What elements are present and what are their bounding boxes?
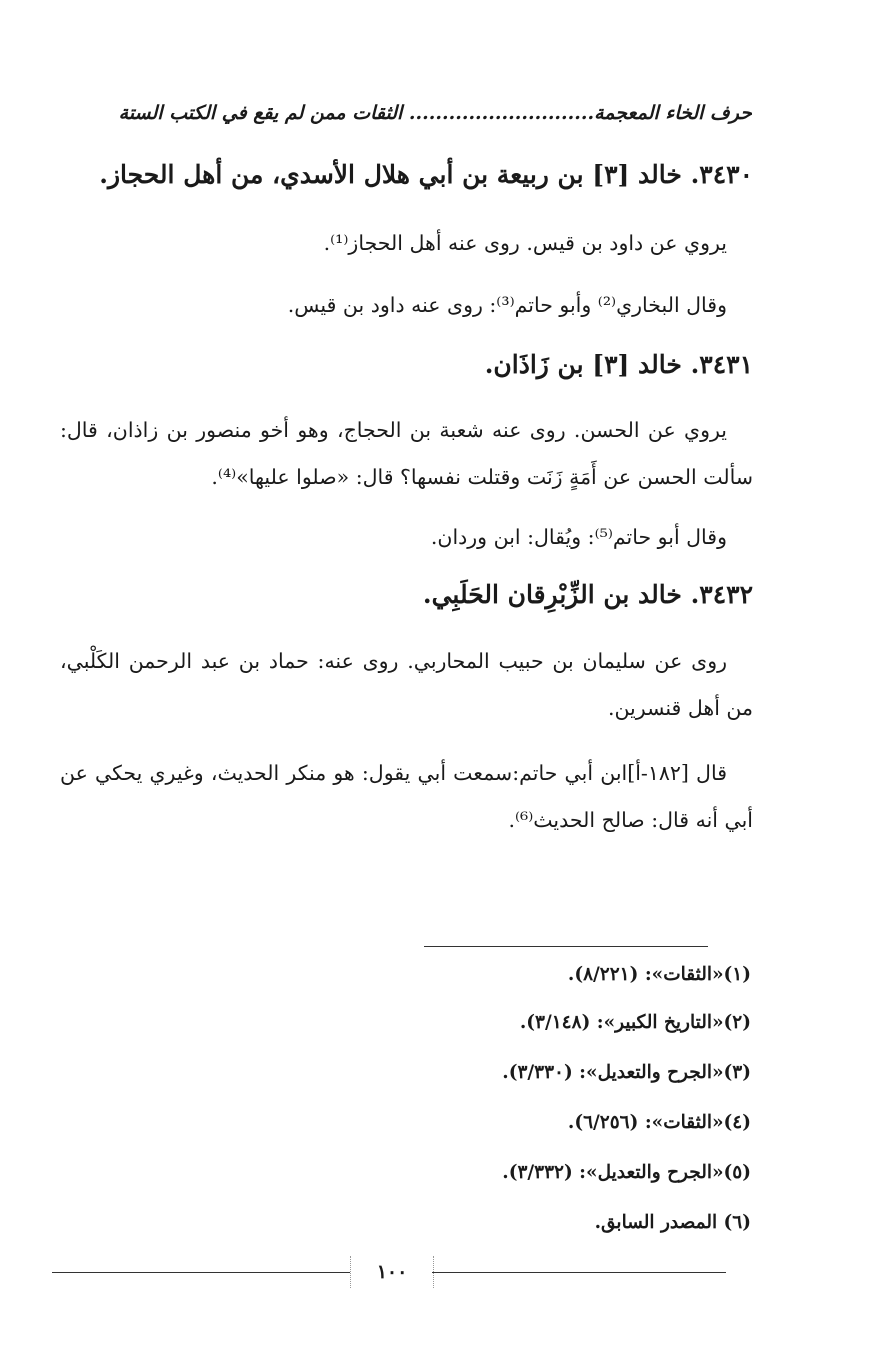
bottom-rule-right	[432, 1272, 726, 1273]
entry-title-3430: ٣٤٣٠. خالد [٣] بن ربيعة بن أبي هلال الأسدي، من أهل الحجاز.	[99, 160, 753, 189]
entry-paragraph: وقال البخاري⁽²⁾ وأبو حاتم⁽³⁾: روى عنه داود بن قيس.	[287, 293, 727, 317]
entry-title-3432: ٣٤٣٢. خالد بن الزِّبْرِقان الحَلَبِي.	[422, 580, 753, 609]
entry-title-3431: ٣٤٣١. خالد [٣] بن زَاذَان.	[484, 350, 753, 379]
footnote-5: (٥)«الجرح والتعديل»: (٣/٣٣٢).	[502, 1162, 751, 1183]
page-number: ١٠٠	[350, 1256, 434, 1288]
footnote-4: (٤)«الثقات»: (٦/٢٥٦).	[567, 1112, 751, 1133]
footnote-1: (١)«الثقات»: (٨/٢٢١).	[567, 964, 751, 985]
entry-paragraph: روى عن سليمان بن حبيب المحاربي. روى عنه: حماد بن عبد الرحمن الكَلْبي، من أهل قنسرين.	[60, 649, 753, 720]
running-header: حرف الخاء المعجمة............................ الثقات ممن لم يقع في الكتب الستة	[118, 102, 752, 124]
footnote-separator	[424, 946, 708, 947]
bottom-rule-left	[52, 1272, 350, 1273]
entry-paragraph: وقال أبو حاتم⁽⁵⁾: ويُقال: ابن وردان.	[430, 525, 727, 549]
entry-paragraph: يروي عن داود بن قيس. روى عنه أهل الحجاز⁽¹⁾.	[323, 231, 727, 255]
footnote-6: (٦) المصدر السابق.	[594, 1212, 751, 1233]
footnote-3: (٣)«الجرح والتعديل»: (٣/٣٣٠).	[502, 1062, 751, 1083]
entry-paragraph: يروي عن الحسن. روى عنه شعبة بن الحجاج، وهو أخو منصور بن زاذان، قال: سألت الحسن عن أَمَةٍ زَنَت وقتلت نفسها؟ قال: «صلوا عليها»⁽⁴⁾.	[60, 418, 753, 489]
entry-paragraph: قال [١٨٢-أ]ابن أبي حاتم:سمعت أبي يقول: هو منكر الحديث، وغيري يحكي عن أبي أنه قال: صالح الحديث⁽⁶⁾.	[60, 761, 753, 832]
footnote-2: (٢)«التاريخ الكبير»: (٣/١٤٨).	[519, 1012, 751, 1033]
